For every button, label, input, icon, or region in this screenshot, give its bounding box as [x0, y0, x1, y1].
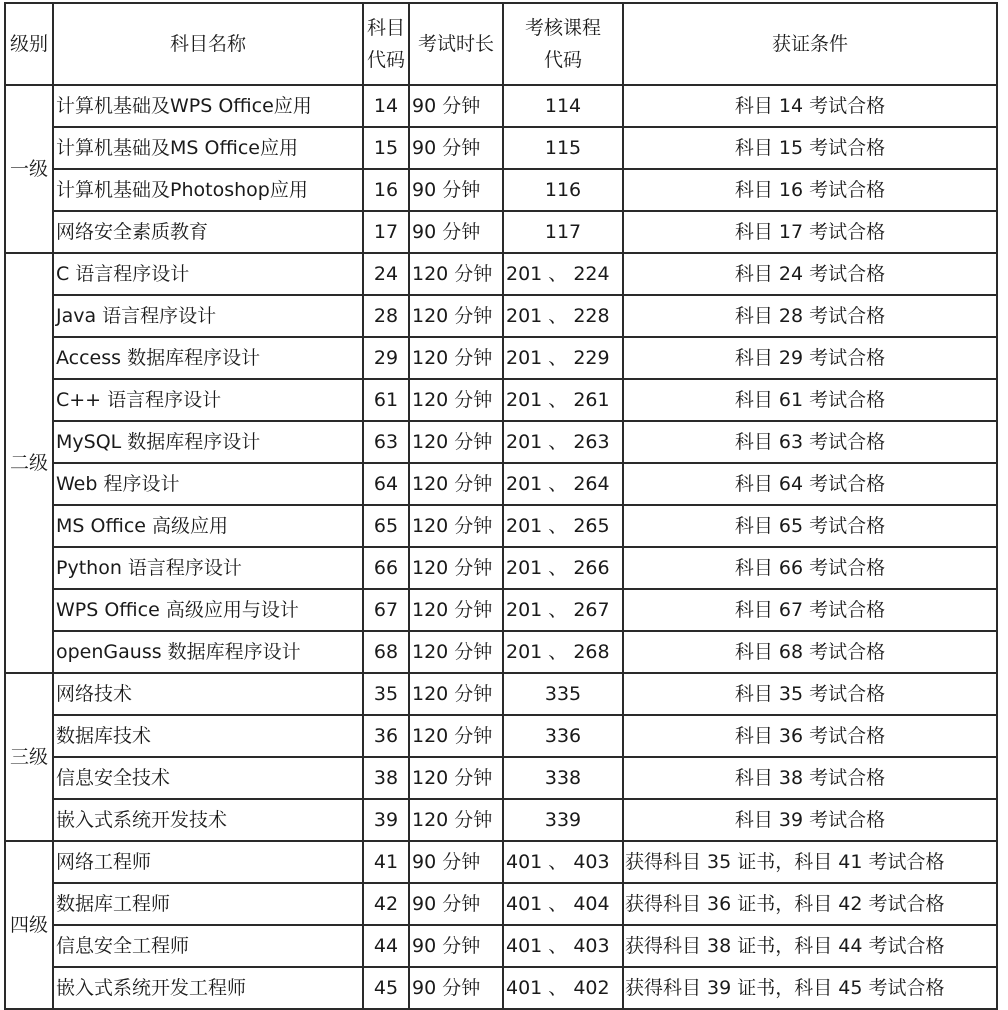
exam-duration-cell: 90 分钟 — [409, 967, 503, 1009]
subject-name-cell: MS Office 高级应用 — [53, 505, 363, 547]
subject-code-cell: 16 — [363, 169, 409, 211]
header-course-line1: 考核课程 — [524, 17, 601, 39]
table-row — [5, 379, 997, 421]
exam-subject-table — [4, 2, 998, 1010]
certificate-condition-cell: 科目 36 考试合格 — [623, 715, 997, 757]
exam-duration-cell: 120 分钟 — [409, 463, 503, 505]
subject-name-cell: 计算机基础及Photoshop应用 — [53, 169, 363, 211]
certificate-condition-cell: 科目 29 考试合格 — [623, 337, 997, 379]
table-row — [5, 589, 997, 631]
certificate-condition-cell: 科目 24 考试合格 — [623, 253, 997, 295]
table-row — [5, 211, 997, 253]
subject-code-cell: 24 — [363, 253, 409, 295]
course-code-cell: 201 、 267 — [503, 589, 623, 631]
subject-name-cell: Python 语言程序设计 — [53, 547, 363, 589]
subject-code-cell: 45 — [363, 967, 409, 1009]
header-duration: 考试时长 — [409, 3, 503, 85]
level-cell: 四级 — [5, 841, 53, 1009]
course-code-cell: 201 、 266 — [503, 547, 623, 589]
course-code-cell: 401 、 403 — [503, 841, 623, 883]
course-code-cell: 117 — [503, 211, 623, 253]
subject-name-cell: C 语言程序设计 — [53, 253, 363, 295]
subject-code-cell: 35 — [363, 673, 409, 715]
certificate-condition-cell: 科目 63 考试合格 — [623, 421, 997, 463]
subject-code-cell: 65 — [363, 505, 409, 547]
subject-code-cell: 66 — [363, 547, 409, 589]
table-row — [5, 841, 997, 883]
certificate-condition-cell: 科目 39 考试合格 — [623, 799, 997, 841]
header-code — [363, 3, 409, 85]
certificate-condition-cell: 科目 28 考试合格 — [623, 295, 997, 337]
course-code-cell: 201 、 268 — [503, 631, 623, 673]
course-code-cell: 201 、 264 — [503, 463, 623, 505]
header-level: 级别 — [5, 3, 53, 85]
level-cell: 二级 — [5, 253, 53, 673]
table-row — [5, 925, 997, 967]
course-code-cell: 401 、 404 — [503, 883, 623, 925]
table-row — [5, 799, 997, 841]
table-row — [5, 253, 997, 295]
certificate-condition-cell: 获得科目 39 证书，科目 45 考试合格 — [623, 967, 997, 1009]
course-code-cell: 201 、 263 — [503, 421, 623, 463]
exam-duration-cell: 120 分钟 — [409, 421, 503, 463]
subject-code-cell: 63 — [363, 421, 409, 463]
course-code-cell: 336 — [503, 715, 623, 757]
table-row — [5, 757, 997, 799]
course-code-cell: 116 — [503, 169, 623, 211]
exam-duration-cell: 120 分钟 — [409, 337, 503, 379]
exam-table-container — [4, 2, 998, 1010]
course-code-cell: 335 — [503, 673, 623, 715]
exam-duration-cell: 120 分钟 — [409, 379, 503, 421]
subject-code-cell: 38 — [363, 757, 409, 799]
course-code-cell: 201 、 261 — [503, 379, 623, 421]
subject-code-cell: 64 — [363, 463, 409, 505]
subject-name-cell: 计算机基础及WPS Office应用 — [53, 85, 363, 127]
certificate-condition-cell: 科目 64 考试合格 — [623, 463, 997, 505]
header-code-line1: 科目 — [366, 17, 405, 39]
subject-code-cell: 41 — [363, 841, 409, 883]
exam-duration-cell: 90 分钟 — [409, 169, 503, 211]
certificate-condition-cell: 科目 35 考试合格 — [623, 673, 997, 715]
subject-code-cell: 68 — [363, 631, 409, 673]
course-code-cell: 201 、 228 — [503, 295, 623, 337]
exam-duration-cell: 120 分钟 — [409, 799, 503, 841]
header-course — [503, 3, 623, 85]
table-row — [5, 85, 997, 127]
subject-code-cell: 39 — [363, 799, 409, 841]
exam-duration-cell: 120 分钟 — [409, 673, 503, 715]
subject-name-cell: 嵌入式系统开发工程师 — [53, 967, 363, 1009]
header-course-line2: 代码 — [543, 49, 582, 71]
subject-name-cell: 嵌入式系统开发技术 — [53, 799, 363, 841]
certificate-condition-cell: 获得科目 38 证书，科目 44 考试合格 — [623, 925, 997, 967]
course-code-cell: 115 — [503, 127, 623, 169]
table-row — [5, 505, 997, 547]
subject-code-cell: 17 — [363, 211, 409, 253]
subject-code-cell: 36 — [363, 715, 409, 757]
subject-name-cell: 信息安全工程师 — [53, 925, 363, 967]
exam-duration-cell: 90 分钟 — [409, 841, 503, 883]
subject-code-cell: 28 — [363, 295, 409, 337]
subject-name-cell: 网络安全素质教育 — [53, 211, 363, 253]
certificate-condition-cell: 科目 14 考试合格 — [623, 85, 997, 127]
table-row — [5, 883, 997, 925]
exam-duration-cell: 120 分钟 — [409, 505, 503, 547]
subject-code-cell: 42 — [363, 883, 409, 925]
certificate-condition-cell: 科目 67 考试合格 — [623, 589, 997, 631]
table-row — [5, 421, 997, 463]
certificate-condition-cell: 科目 61 考试合格 — [623, 379, 997, 421]
certificate-condition-cell: 科目 15 考试合格 — [623, 127, 997, 169]
subject-name-cell: 网络技术 — [53, 673, 363, 715]
exam-duration-cell: 120 分钟 — [409, 589, 503, 631]
course-code-cell: 201 、 224 — [503, 253, 623, 295]
course-code-cell: 201 、 229 — [503, 337, 623, 379]
exam-duration-cell: 120 分钟 — [409, 715, 503, 757]
certificate-condition-cell: 科目 16 考试合格 — [623, 169, 997, 211]
table-row — [5, 715, 997, 757]
subject-code-cell: 14 — [363, 85, 409, 127]
subject-code-cell: 29 — [363, 337, 409, 379]
subject-name-cell: 数据库技术 — [53, 715, 363, 757]
exam-duration-cell: 90 分钟 — [409, 883, 503, 925]
course-code-cell: 339 — [503, 799, 623, 841]
table-row — [5, 547, 997, 589]
subject-name-cell: 网络工程师 — [53, 841, 363, 883]
certificate-condition-cell: 科目 68 考试合格 — [623, 631, 997, 673]
certificate-condition-cell: 获得科目 36 证书，科目 42 考试合格 — [623, 883, 997, 925]
subject-code-cell: 15 — [363, 127, 409, 169]
course-code-cell: 114 — [503, 85, 623, 127]
certificate-condition-cell: 科目 38 考试合格 — [623, 757, 997, 799]
subject-name-cell: 数据库工程师 — [53, 883, 363, 925]
header-row — [5, 3, 997, 85]
header-condition: 获证条件 — [623, 3, 997, 85]
table-row — [5, 169, 997, 211]
table-row — [5, 673, 997, 715]
subject-name-cell: 信息安全技术 — [53, 757, 363, 799]
certificate-condition-cell: 科目 66 考试合格 — [623, 547, 997, 589]
subject-code-cell: 44 — [363, 925, 409, 967]
table-row — [5, 127, 997, 169]
exam-duration-cell: 90 分钟 — [409, 127, 503, 169]
table-row — [5, 967, 997, 1009]
subject-name-cell: 计算机基础及MS Office应用 — [53, 127, 363, 169]
table-row — [5, 337, 997, 379]
certificate-condition-cell: 科目 17 考试合格 — [623, 211, 997, 253]
exam-duration-cell: 120 分钟 — [409, 631, 503, 673]
course-code-cell: 201 、 265 — [503, 505, 623, 547]
exam-duration-cell: 120 分钟 — [409, 547, 503, 589]
table-row — [5, 631, 997, 673]
header-code-line2: 代码 — [366, 49, 405, 71]
table-row — [5, 463, 997, 505]
exam-duration-cell: 120 分钟 — [409, 253, 503, 295]
course-code-cell: 338 — [503, 757, 623, 799]
level-cell: 一级 — [5, 85, 53, 253]
header-name: 科目名称 — [53, 3, 363, 85]
level-cell: 三级 — [5, 673, 53, 841]
subject-code-cell: 61 — [363, 379, 409, 421]
exam-duration-cell: 90 分钟 — [409, 85, 503, 127]
subject-name-cell: Access 数据库程序设计 — [53, 337, 363, 379]
table-body — [5, 85, 997, 1009]
exam-duration-cell: 90 分钟 — [409, 211, 503, 253]
certificate-condition-cell: 获得科目 35 证书，科目 41 考试合格 — [623, 841, 997, 883]
exam-duration-cell: 90 分钟 — [409, 925, 503, 967]
subject-name-cell: MySQL 数据库程序设计 — [53, 421, 363, 463]
subject-name-cell: Web 程序设计 — [53, 463, 363, 505]
course-code-cell: 401 、 403 — [503, 925, 623, 967]
exam-duration-cell: 120 分钟 — [409, 295, 503, 337]
certificate-condition-cell: 科目 65 考试合格 — [623, 505, 997, 547]
subject-name-cell: Java 语言程序设计 — [53, 295, 363, 337]
subject-code-cell: 67 — [363, 589, 409, 631]
table-row — [5, 295, 997, 337]
subject-name-cell: C++ 语言程序设计 — [53, 379, 363, 421]
subject-name-cell: WPS Office 高级应用与设计 — [53, 589, 363, 631]
subject-name-cell: openGauss 数据库程序设计 — [53, 631, 363, 673]
course-code-cell: 401 、 402 — [503, 967, 623, 1009]
exam-duration-cell: 120 分钟 — [409, 757, 503, 799]
